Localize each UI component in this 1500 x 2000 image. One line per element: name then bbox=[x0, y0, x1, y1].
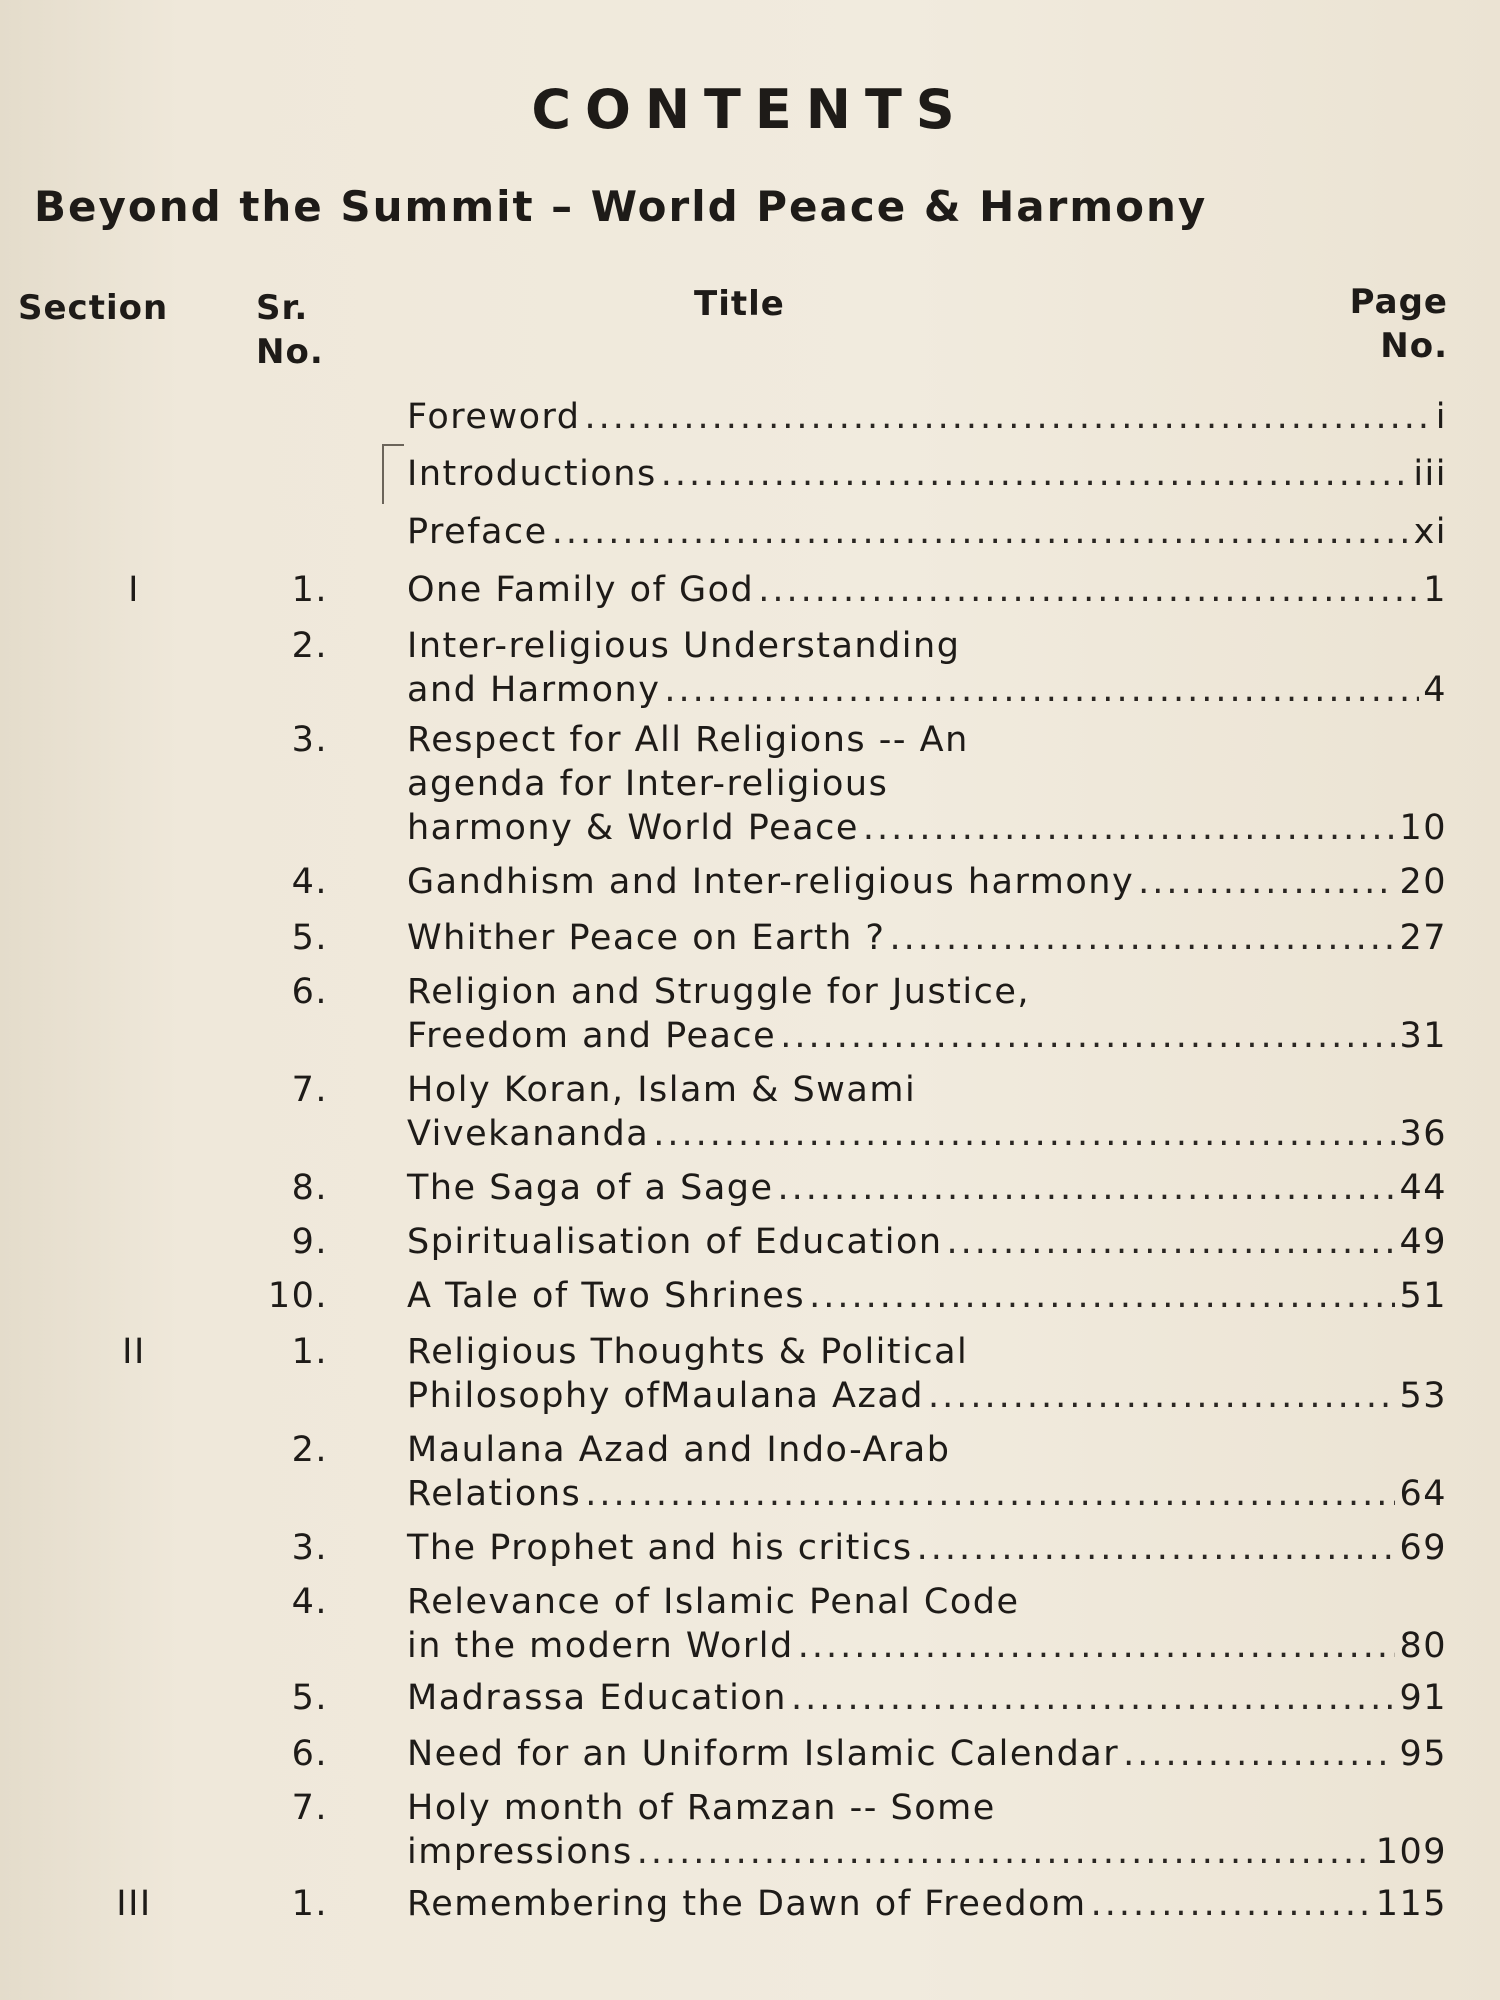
toc-title-text: in the modern World bbox=[407, 1626, 794, 1666]
toc-title-line bbox=[407, 916, 1447, 960]
leader-dots bbox=[637, 1830, 1372, 1874]
toc-title-line bbox=[407, 1274, 1447, 1318]
leader-dots bbox=[653, 1112, 1395, 1156]
leader-dots bbox=[947, 1220, 1396, 1264]
column-header-title: Title bbox=[694, 284, 785, 324]
toc-title bbox=[407, 1428, 1447, 1516]
toc-title-line bbox=[407, 1526, 1447, 1570]
toc-page-number: 27 bbox=[1399, 918, 1447, 958]
toc-serial-number: 4. bbox=[291, 862, 328, 902]
toc-title-text: Freedom and Peace bbox=[407, 1016, 777, 1056]
toc-page-number: 69 bbox=[1399, 1528, 1447, 1568]
toc-title bbox=[407, 718, 1447, 850]
toc-page-number: 36 bbox=[1399, 1114, 1447, 1154]
toc-page-number: 4 bbox=[1423, 670, 1447, 710]
toc-title-line bbox=[407, 510, 1447, 554]
toc-title bbox=[407, 1732, 1447, 1776]
toc-title-line bbox=[407, 1220, 1447, 1264]
toc-page-number: 1 bbox=[1423, 570, 1447, 610]
leader-dots bbox=[1123, 1732, 1395, 1776]
toc-title bbox=[407, 916, 1447, 960]
toc-title bbox=[407, 1220, 1447, 1264]
column-header-section: Section bbox=[18, 288, 169, 328]
toc-section-number: I bbox=[128, 570, 140, 610]
toc-title-line: Relevance of Islamic Penal Code bbox=[407, 1582, 1020, 1622]
leader-dots bbox=[664, 668, 1419, 712]
toc-page-number: xi bbox=[1413, 512, 1447, 552]
toc-page-number: 95 bbox=[1399, 1734, 1447, 1774]
toc-title-line bbox=[407, 1676, 1447, 1720]
toc-title-line bbox=[407, 568, 1447, 612]
toc-title-text: Spiritualisation of Education bbox=[407, 1222, 943, 1262]
toc-page-number: 115 bbox=[1375, 1884, 1447, 1924]
leader-dots bbox=[758, 568, 1419, 612]
toc-title-text: harmony & World Peace bbox=[407, 808, 859, 848]
toc-serial-number: 1. bbox=[291, 570, 328, 610]
toc-title-line: Religious Thoughts & Political bbox=[407, 1332, 969, 1372]
leader-dots bbox=[809, 1274, 1395, 1318]
toc-page-number: 31 bbox=[1399, 1016, 1447, 1056]
toc-serial-number: 10. bbox=[267, 1276, 328, 1316]
leader-dots bbox=[791, 1676, 1395, 1720]
toc-title bbox=[407, 1882, 1447, 1926]
toc-title-line bbox=[407, 395, 1447, 439]
toc-title-text: Philosophy ofMaulana Azad bbox=[407, 1376, 925, 1416]
toc-title-line: Inter-religious Understanding bbox=[407, 626, 961, 666]
toc-title-line bbox=[407, 1112, 1447, 1156]
toc-serial-number: 9. bbox=[291, 1222, 328, 1262]
toc-serial-number: 8. bbox=[291, 1168, 328, 1208]
leader-dots bbox=[585, 1472, 1395, 1516]
toc-title-line bbox=[407, 1830, 1447, 1874]
toc-title bbox=[407, 1274, 1447, 1318]
toc-title bbox=[407, 1068, 1447, 1156]
toc-title-text: Vivekananda bbox=[407, 1114, 650, 1154]
toc-title bbox=[407, 860, 1447, 904]
leader-dots bbox=[780, 1014, 1395, 1058]
toc-serial-number: 3. bbox=[291, 1528, 328, 1568]
toc-title bbox=[407, 1330, 1447, 1418]
toc-page-number: 53 bbox=[1399, 1376, 1447, 1416]
toc-title-text: Introductions bbox=[407, 454, 657, 494]
leader-dots bbox=[1138, 860, 1395, 904]
toc-title bbox=[407, 568, 1447, 612]
toc-title-text: Preface bbox=[407, 512, 548, 552]
toc-serial-number: 1. bbox=[291, 1884, 328, 1924]
toc-serial-number: 7. bbox=[291, 1788, 328, 1828]
toc-title-text: Madrassa Education bbox=[407, 1678, 787, 1718]
leader-dots bbox=[778, 1166, 1396, 1210]
toc-title-line bbox=[407, 1472, 1447, 1516]
toc-title-line bbox=[407, 860, 1447, 904]
toc-title-line: Religion and Struggle for Justice, bbox=[407, 972, 1031, 1012]
toc-title-text: Need for an Uniform Islamic Calendar bbox=[407, 1734, 1120, 1774]
toc-title-text: The Prophet and his critics bbox=[407, 1528, 913, 1568]
toc-serial-number: 5. bbox=[291, 1678, 328, 1718]
toc-serial-number: 5. bbox=[291, 918, 328, 958]
leader-dots bbox=[1091, 1882, 1372, 1926]
introduction-box-mark bbox=[382, 444, 404, 504]
toc-title bbox=[407, 970, 1447, 1058]
column-header-srno: Sr. No. bbox=[256, 288, 324, 372]
toc-title bbox=[407, 624, 1447, 712]
toc-title bbox=[407, 395, 1447, 439]
toc-title-line: Holy Koran, Islam & Swami bbox=[407, 1070, 917, 1110]
toc-title-text: One Family of God bbox=[407, 570, 755, 610]
toc-title-line bbox=[407, 806, 1447, 850]
toc-title-line bbox=[407, 452, 1447, 496]
toc-page-number: 109 bbox=[1375, 1832, 1447, 1872]
toc-page-number: 64 bbox=[1399, 1474, 1447, 1514]
toc-serial-number: 2. bbox=[291, 1430, 328, 1470]
toc-title-text: Foreword bbox=[407, 397, 581, 437]
leader-dots bbox=[584, 395, 1431, 439]
leader-dots bbox=[863, 806, 1396, 850]
leader-dots bbox=[928, 1374, 1395, 1418]
toc-title-line bbox=[407, 1624, 1447, 1668]
toc-serial-number: 1. bbox=[291, 1332, 328, 1372]
toc-title-line bbox=[407, 668, 1447, 712]
toc-page-number: 80 bbox=[1399, 1626, 1447, 1666]
toc-title bbox=[407, 1580, 1447, 1668]
toc-serial-number: 6. bbox=[291, 972, 328, 1012]
toc-title-text: impressions bbox=[407, 1832, 633, 1872]
toc-title-line bbox=[407, 1166, 1447, 1210]
leader-dots bbox=[798, 1624, 1396, 1668]
toc-title-line: agenda for Inter-religious bbox=[407, 764, 889, 804]
page-title: CONTENTS bbox=[531, 78, 969, 141]
toc-section-number: III bbox=[116, 1884, 152, 1924]
toc-title-line bbox=[407, 1882, 1447, 1926]
toc-page-number: 10 bbox=[1399, 808, 1447, 848]
toc-title-text: Whither Peace on Earth ? bbox=[407, 918, 886, 958]
toc-title bbox=[407, 1166, 1447, 1210]
toc-serial-number: 6. bbox=[291, 1734, 328, 1774]
toc-title bbox=[407, 1786, 1447, 1874]
toc-title bbox=[407, 1676, 1447, 1720]
toc-title-text: The Saga of a Sage bbox=[407, 1168, 774, 1208]
book-subtitle: Beyond the Summit – World Peace & Harmony bbox=[34, 182, 1208, 231]
toc-title-line bbox=[407, 1374, 1447, 1418]
toc-title-text: and Harmony bbox=[407, 670, 661, 710]
toc-page-number: 44 bbox=[1399, 1168, 1447, 1208]
toc-title bbox=[407, 452, 1447, 496]
toc-serial-number: 3. bbox=[291, 720, 328, 760]
toc-page-number: 91 bbox=[1399, 1678, 1447, 1718]
leader-dots bbox=[661, 452, 1410, 496]
column-header-page: Page No. bbox=[1349, 282, 1448, 366]
toc-title-line: Maulana Azad and Indo-Arab bbox=[407, 1430, 951, 1470]
toc-serial-number: 7. bbox=[291, 1070, 328, 1110]
toc-title-line bbox=[407, 1014, 1447, 1058]
leader-dots bbox=[890, 916, 1396, 960]
toc-serial-number: 2. bbox=[291, 626, 328, 666]
toc-title bbox=[407, 1526, 1447, 1570]
toc-serial-number: 4. bbox=[291, 1582, 328, 1622]
toc-title-text: A Tale of Two Shrines bbox=[407, 1276, 806, 1316]
leader-dots bbox=[552, 510, 1410, 554]
toc-page-number: 51 bbox=[1399, 1276, 1447, 1316]
toc-title-line bbox=[407, 1732, 1447, 1776]
toc-title bbox=[407, 510, 1447, 554]
toc-page-number: 20 bbox=[1399, 862, 1447, 902]
leader-dots bbox=[917, 1526, 1396, 1570]
toc-title-text: Remembering the Dawn of Freedom bbox=[407, 1884, 1087, 1924]
toc-title-text: Gandhism and Inter-religious harmony bbox=[407, 862, 1135, 902]
toc-title-line: Holy month of Ramzan -- Some bbox=[407, 1788, 996, 1828]
toc-title-text: Relations bbox=[407, 1474, 582, 1514]
toc-page-number: i bbox=[1435, 397, 1447, 437]
toc-section-number: II bbox=[122, 1332, 146, 1372]
toc-page-number: 49 bbox=[1399, 1222, 1447, 1262]
toc-title-line: Respect for All Religions -- An bbox=[407, 720, 969, 760]
toc-page-number: iii bbox=[1413, 454, 1447, 494]
